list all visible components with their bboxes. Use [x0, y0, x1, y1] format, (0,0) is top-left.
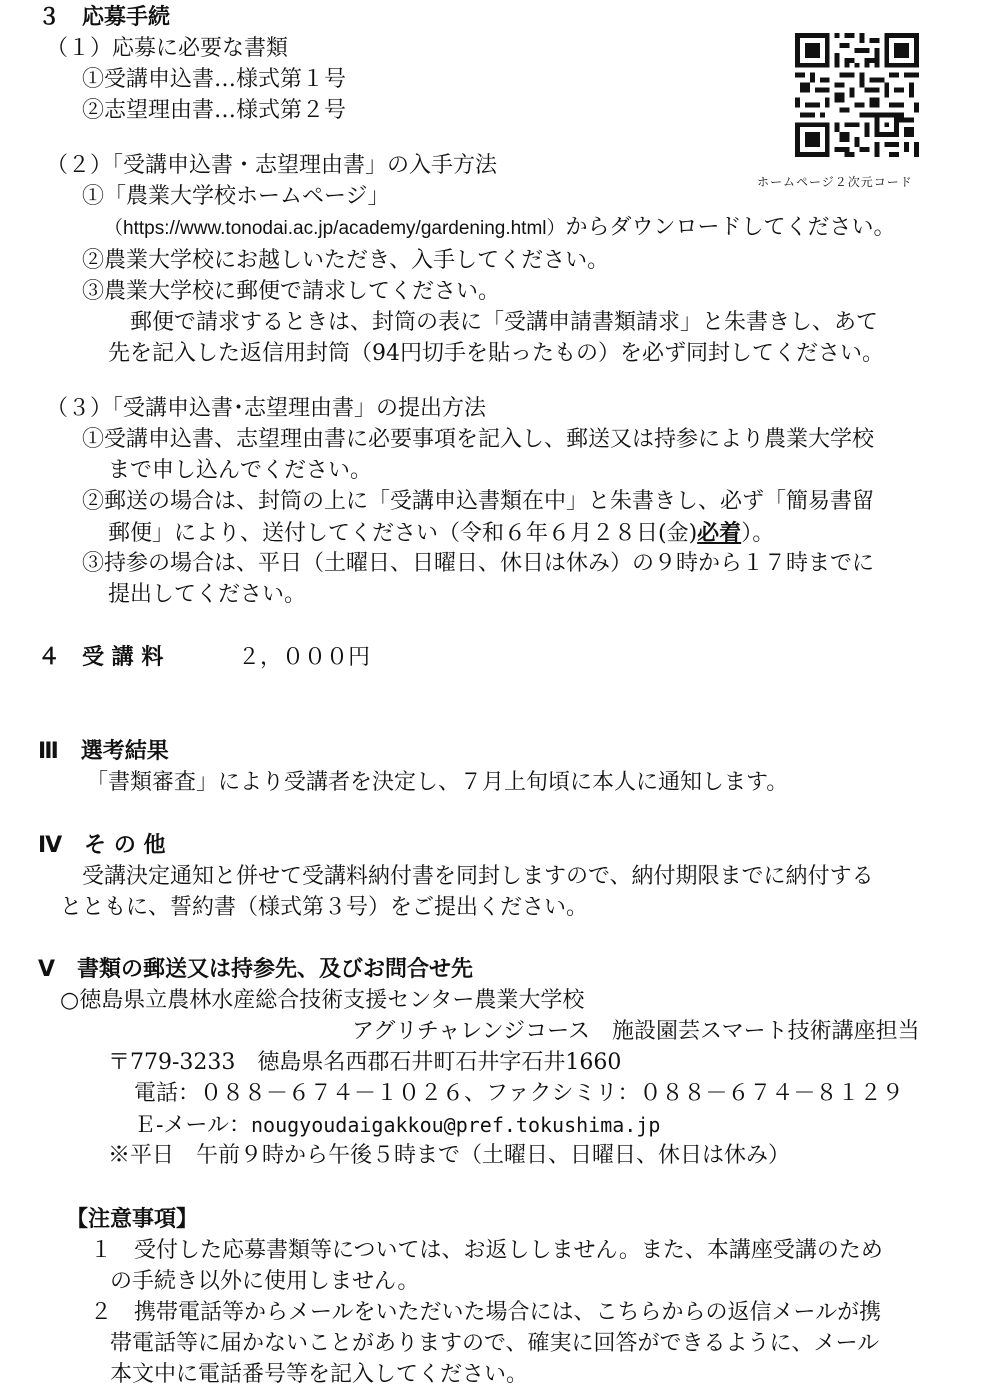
submit-deadline-close: ）。: [741, 521, 775, 546]
note-1b: の手続き以外に使用しません。: [110, 1269, 420, 1294]
other-text-2: とともに、誓約書（様式第３号）をご提出ください。: [60, 895, 589, 920]
required-doc-2: ②志望理由書…様式第２号: [82, 98, 347, 123]
contact-organization: ○徳島県立農林水産総合技術支援センター農業大学校: [60, 988, 585, 1013]
section-v-heading: Ⅴ 書類の郵送又は持参先、及びお問合せ先: [38, 957, 474, 982]
qr-caption: ホームページ２次元コード: [757, 175, 913, 189]
section-3-3-title: （３）「受講申込書･志望理由書」の提出方法: [46, 396, 487, 421]
contact-hours: ※平日 午前９時から午後５時まで（土曜日、日曜日、休日は休み）: [108, 1143, 791, 1168]
homepage-url-link[interactable]: （https://www.tonodai.ac.jp/academy/gardening.html）: [104, 218, 566, 239]
submit-method-3a: ③持参の場合は、平日（土曜日、日曜日、休日は休み）の９時から１７時までに: [82, 551, 875, 576]
section-3-1-title: （１）応募に必要な書類: [46, 36, 289, 61]
section-3-2-title: （２）「受講申込書・志望理由書」の入手方法: [46, 153, 498, 178]
notes-heading: 【注意事項】: [66, 1207, 199, 1232]
contact-email-line: [134, 1111, 660, 1140]
required-doc-1: ①受講申込書…様式第１号: [82, 67, 347, 92]
submit-method-2a: ②郵送の場合は、封筒の上に「受講申込書類在中」と朱書きし、必ず「簡易書留: [82, 489, 875, 514]
section-4-heading: ４ 受 講 料: [38, 645, 164, 670]
submit-deadline-text: 郵便」により、送付してください（令和６年６月２８日(金): [108, 521, 698, 546]
must-arrive-emphasis: 必着: [697, 520, 742, 546]
obtain-method-2: ②農業大学校にお越しいただき、入手してください。: [82, 248, 610, 273]
section-iv-heading: Ⅳ そ の 他: [38, 833, 166, 858]
note-2b: 帯電話等に届かないことがありますので、確実に回答ができるように、メール: [110, 1331, 880, 1356]
submit-method-1b: まで申し込んでください。: [108, 458, 373, 483]
email-label: Ｅ-メール：: [134, 1113, 251, 1138]
email-address-link[interactable]: nougyoudaigakkou@pref.tokushima.jp: [251, 1113, 661, 1137]
other-text-1: 受講決定通知と併せて受講料納付書を同封しますので、納付期限までに納付する: [82, 864, 874, 889]
section-3-heading: ３ 応募手続: [38, 5, 171, 30]
note-2c: 本文中に電話番号等を記入してください。: [110, 1362, 529, 1387]
submit-method-2b: [108, 519, 774, 548]
section-iii-heading: Ⅲ 選考結果: [38, 739, 169, 764]
contact-address: 〒779-3233 徳島県名西郡石井町石井字石井1660: [108, 1050, 622, 1075]
homepage-qr-code[interactable]: [795, 33, 919, 157]
selection-result-text: 「書類審査」により受講者を決定し、７月上旬頃に本人に通知します。: [86, 770, 789, 795]
homepage-label: ①「農業大学校ホームページ」: [82, 184, 390, 209]
note-2a: ２ 携帯電話等からメールをいただいた場合には、こちらからの返信メールが携: [90, 1300, 882, 1325]
mail-request-note-1: 郵便で請求するときは、封筒の表に「受講申請書類請求」と朱書きし、あて: [130, 310, 879, 335]
note-1a: １ 受付した応募書類等については、お返ししません。また、本講座受講のため: [90, 1238, 883, 1263]
download-instruction: [104, 214, 896, 243]
obtain-method-3: ③農業大学校に郵便で請求してください。: [82, 279, 501, 304]
mail-request-note-2: 先を記入した返信用封筒（94円切手を貼ったもの）を必ず同封してください。: [108, 341, 884, 366]
contact-department: アグリチャレンジコース 施設園芸スマート技術講座担当: [352, 1019, 920, 1044]
submit-method-1a: ①受講申込書、志望理由書に必要事項を記入し、郵送又は持参により農業大学校: [82, 427, 875, 452]
contact-phone-fax: 電話：０８８－６７４－１０２６、ファクシミリ：０８８－６７４－８１２９: [134, 1081, 904, 1106]
download-text: からダウンロードしてください。: [565, 215, 896, 240]
submit-method-3b: 提出してください。: [108, 582, 307, 607]
fee-amount: ２，０００円: [238, 645, 371, 670]
